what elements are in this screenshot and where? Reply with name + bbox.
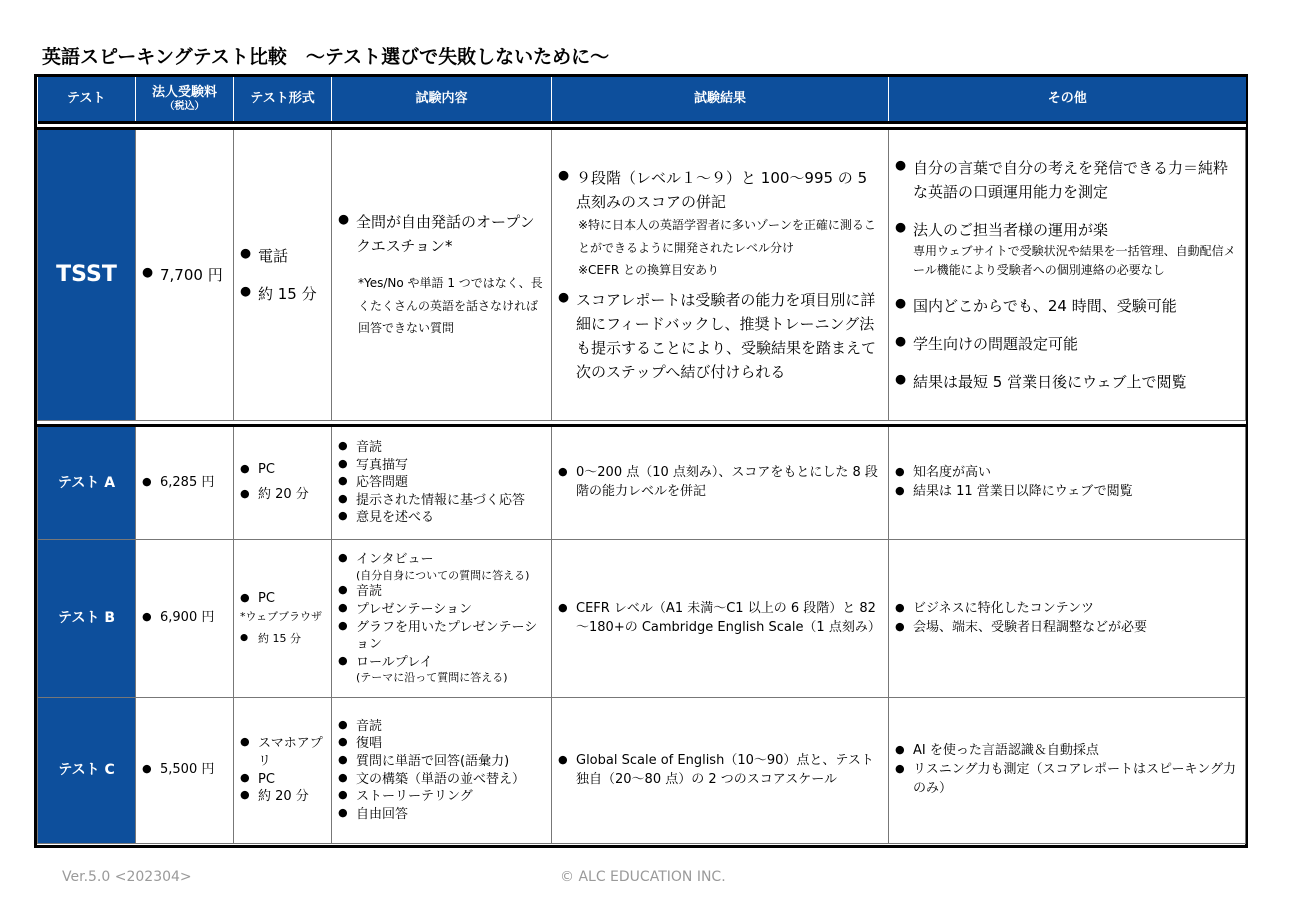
header-format: テスト形式 [234,77,332,123]
copyright-label: © ALC EDUCATION INC. [560,869,726,885]
format-test-a [234,426,332,540]
content-note: (テーマに沿って質問に答える) [356,671,508,685]
header-content: 試験内容 [332,77,552,123]
content-item: ● 写真描写 [338,457,545,475]
result-test-a: ● 0～200 点（10 点刻み）、スコアをもとにした 8 段階の能力レベルを併記 [552,426,889,540]
version-label: Ver.5.0 <202304> [62,869,192,885]
format-tsst [234,129,332,421]
result-note: ※CEFR との換算目安あり [578,263,720,278]
content-item: ● 提示された情報に基づく応答 [338,492,545,510]
other-item: ● 会場、端末、受験者日程調整などが必要 [895,619,1239,638]
format-item: ● PC [240,461,325,480]
content-item: ● 音読 [338,439,545,457]
other-item: ● ビジネスに特化したコンテンツ [895,600,1239,619]
content-item: ● 音読 [338,583,545,601]
table-row-test-a [38,426,1246,540]
other-item: ● リスニング力も測定（スコアレポートはスピーキング力のみ） [895,761,1239,799]
content-item: ● 全問が自由発話のオープンクエスチョン* [338,210,545,258]
fee-test-c: ● 5,500 円 [136,698,234,844]
other-item: ● 国内どこからでも、24 時間、受験可能 [895,294,1239,318]
content-item: ● 自由回答 [338,806,545,824]
fee-test-b: ● 6,900 円 [136,540,234,698]
content-note: *Yes/No や単語 1 つではなく、長くたくさんの英語を話さなければ回答できない質問 [358,275,543,336]
header-fee: 法人受験料 （税込） [136,77,234,123]
header-row [38,77,1246,123]
format-item: ● PC [240,590,325,609]
table-row-test-b [38,540,1246,698]
result-item: ● ９段階（レベル１～９）と 100～995 の 5 点刻みのスコアの併記 [558,166,882,214]
result-tsst [552,129,889,421]
table-row-tsst [38,129,1246,421]
result-item: ● スコアレポートは受験者の能力を項目別に詳細にフィードバックし、推奨トレーニング法も提示することにより、受験結果を踏まえて次のステップへ結び付けられる [558,288,882,384]
content-item: ● ロールプレイ [338,654,545,672]
other-item: ● 結果は最短 5 営業日後にウェブ上で閲覧 [895,370,1239,394]
row-name-test-b: テスト B [38,540,136,698]
format-item: ● 電話 [240,244,325,268]
content-test-b [332,540,552,698]
other-tsst [889,129,1246,421]
page-title: 英語スピーキングテスト比較 ～テスト選びで失敗しないために～ [42,46,610,68]
other-item: ● 知名度が高い [895,464,1239,483]
row-name-test-a: テスト A [38,426,136,540]
format-item: ● 約 20 分 [240,788,325,806]
content-item: ● 音読 [338,718,545,736]
format-item: ● 約 15 分 [240,282,325,306]
result-test-c: ● Global Scale of English（10～90）点と、テスト独自（20～80 点）の 2 つのスコアスケール [552,698,889,844]
row-name-test-c: テスト C [38,698,136,844]
fee-tsst: ● 7,700 円 [136,129,234,421]
content-item: ● 復唱 [338,735,545,753]
row-name-tsst: TSST [38,129,136,421]
other-item-desc: 専用ウェブサイトで受験状況や結果を一括管理、自動配信メール機能により受験者への個別連絡の必要なし [913,243,1236,277]
content-item: ● 応答問題 [338,474,545,492]
other-item: ● 自分の言葉で自分の考えを発信できる力＝純粋な英語の口頭運用能力を測定 [895,156,1239,204]
content-item: ● ストーリーテリング [338,788,545,806]
format-test-c [234,698,332,844]
other-item: ● 法人のご担当者様の運用が楽 [895,218,1239,242]
table-row-test-c [38,698,1246,844]
content-test-c [332,698,552,844]
header-fee-sub: （税込） [164,100,205,112]
header-result: 試験結果 [552,77,889,123]
format-note: *ウェブブラウザ [240,609,323,623]
header-other: その他 [889,77,1246,123]
other-item: ● AI を使った言語認識＆自動採点 [895,742,1239,761]
content-item: ● 質問に単語で回答(語彙力) [338,753,545,771]
other-test-c [889,698,1246,844]
content-item: ● 文の構築（単語の並べ替え） [338,771,545,789]
other-item: ● 学生向けの問題設定可能 [895,332,1239,356]
format-item: ● 約 20 分 [240,486,325,505]
format-item: ● スマホアプリ [240,735,325,770]
other-test-b [889,540,1246,698]
format-test-b [234,540,332,698]
content-note: (自分自身についての質問に答える) [356,568,530,582]
content-item: ● グラフを用いたプレゼンテーション [338,619,545,654]
result-test-b: ● CEFR レベル（A1 未満～C1 以上の 6 段階）と 82～180+の Cambridge English Scale（1 点刻み） [552,540,889,698]
content-item: ● 意見を述べる [338,509,545,527]
content-test-a [332,426,552,540]
format-item: ● 約 15 分 [240,631,325,647]
content-item: ● インタビュー [338,551,545,569]
other-test-a [889,426,1246,540]
comparison-table-frame [34,74,1248,848]
fee-test-a: ● 6,285 円 [136,426,234,540]
comparison-table [37,77,1246,844]
result-note: ※特に日本人の英語学習者に多いゾーンを正確に測ることができるように開発されたレベル分け [578,217,876,255]
format-item: ● PC [240,771,325,789]
header-test: テスト [38,77,136,123]
content-item: ● プレゼンテーション [338,601,545,619]
other-item: ● 結果は 11 営業日以降にウェブで閲覧 [895,483,1239,502]
content-tsst [332,129,552,421]
